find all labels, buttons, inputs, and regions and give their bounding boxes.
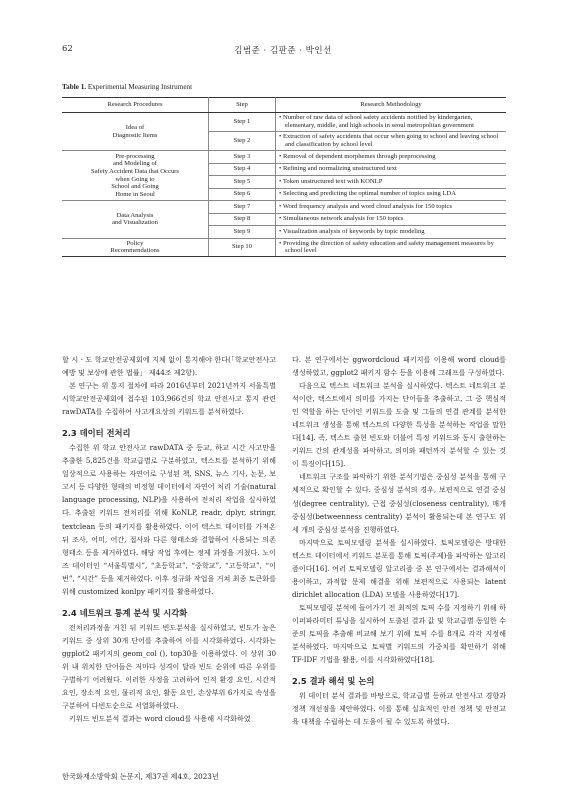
cell-research-methodology xyxy=(276,113,507,132)
methodology-text: • Providing the direction of safety education and safety management measures by school level xyxy=(279,239,494,255)
cell-step: Step 10 xyxy=(209,238,276,256)
left-column xyxy=(62,353,276,725)
paragraph: 수집한 위 학교 안전사고 rawDATA 중 등교, 하교 시간 사고만을 추출한 5,825건을 학교급별로 구분하였고, 텍스트를 분석하기 위해 일상적으로 사용하는 자연어로 구성된 책, SNS, 뉴스 기사, 논문, 보고서 등 다양한 형태의 비정형 데이터에서 자연어 처리 기술(natural language processing, NLP)을 사용하여 전처리 작업을 실시하였다. 추출된 키워드 전처리를 위해 KoNLP, readr, dplyr, stringr, textclean 등의 패키지를 활용하였다. 이어 텍스트 데이터를 가져온 뒤 조사, 어미, 어간, 접사와 다른 형태소와 결합하여 사용되는 의존 형태소 등을 제거하였다. 해당 작업 후에는 정제 과정을 거쳤다. 노이즈 데이터인 “서울특별시”, “초등학교”, “중학교”, “고등학교”, “이번”, “시간” 등을 제거하였다. 이후 정규화 작업을 거쳐 최종 토큰화를 위해 customized konlpy 패키지를 활용하였다. xyxy=(62,443,276,596)
right-column xyxy=(292,353,506,728)
methodology-text: • Removal of dependent morphemes through preprocessing xyxy=(279,152,436,160)
cell-research-methodology xyxy=(276,163,507,176)
cell-research-procedure: Data Analysis and Visualization xyxy=(62,201,209,239)
table-caption-text: Experimental Measuring Instrument xyxy=(87,83,193,91)
methodology-text: • Token unstructured text with KONLP xyxy=(279,177,383,185)
measure-table xyxy=(62,97,506,257)
cell-step: Step 1 xyxy=(209,113,276,132)
paragraph: 키워드 빈도분석 결과는 word cloud를 사용해 시각화하였 xyxy=(69,714,251,724)
header-research-methodology: Research Methodology xyxy=(276,98,507,113)
cell-research-procedure: Pre-processing and Modeling of Safety Accident Data that Occurs when Going to School and Going Home in Seoul xyxy=(62,151,209,201)
methodology-text: • Simultaneous network analysis for 150 topics xyxy=(279,215,404,223)
methodology-text: • Selecting and predicting the optimal number of topics using LDA xyxy=(279,190,457,198)
section-heading-2-5: 2.5 결과 해석 및 논의 xyxy=(292,676,375,687)
methodology-text: • Word frequency analysis and word cloud analysis for 150 topics xyxy=(279,202,453,210)
cell-step: Step 3 xyxy=(209,151,276,164)
table-header-row xyxy=(62,98,506,113)
paragraph: 다. 본 연구에서는 ggwordcloud 패키지를 이용해 word cloud를 생성하였고, ggplot2 패키지 함수 등을 이용해 그래프를 구성하였다. xyxy=(292,355,506,378)
cell-research-procedure: Policy Recommendations xyxy=(62,238,209,256)
paragraph: 네트워크 구조를 파악하기 위한 분석기법은 중심성 분석을 통해 구체적으로 확인할 수 있다. 중심성 분석의 경우, 보편적으로 연결 중심성(degree centrality), 근접 중심성(closeness centrality), 매개 중심성(betweenness centrality) 분석이 활용되는데 본 연구도 위 세 개의 중심성 분석을 진행하였다. xyxy=(292,472,506,534)
cell-step: Step 5 xyxy=(209,176,276,189)
paragraph: 마지막으로 토픽모델링 분석을 실시하였다. 토픽모델링은 방대한 텍스트 데이터에서 키워드 분포를 통해 토픽(주제)을 파악하는 알고리즘이다[16]. 여러 토픽모델링 알고리즘 중 본 연구에서는 결과해석이 용이하고, 과적합 문제 해결을 위해 보편적으로 사용되는 latent dirichlet allocation (LDA) 모델을 사용하였다[17]. xyxy=(292,537,506,599)
table-row xyxy=(62,238,506,256)
table-row xyxy=(62,113,506,132)
cell-research-methodology xyxy=(276,188,507,201)
cell-step: Step 4 xyxy=(209,163,276,176)
section-heading-2-4: 2.4 네트워크 통계 분석 및 시각화 xyxy=(62,607,188,618)
paragraph: 다음으로 텍스트 네트워크 분석을 실시하였다. 텍스트 네트워크 분석이란, 텍스트에서 의미를 가지는 단어들을 추출하고, 그 중 핵심적인 역할을 하는 단어인 키워드를 도출 및 그들의 연결 관계를 분석한 네트워크 생성을 통해 텍스트의 다양한 특성을 분석하는 작업을 말한다[14]. 즉, 텍스트 출현 빈도와 더불어 특정 키워드와 동시 출현하는 키워드 간의 관계성을 파악하고, 의미와 패턴까지 분석할 수 있는 것이 특징이다[15]. xyxy=(292,381,506,469)
methodology-text: • Refining and normalizing unstructured text xyxy=(279,165,397,173)
paragraph: 전처리과정을 거친 뒤 키워드 빈도분석을 실시하였고, 빈도가 높은 키워드 중 상위 30개 단어를 추출하여 이를 시각화하였다. 시각화는 ggplot2 패키지의 geom_col (), top30을 이용하였다. 이 상위 30위 내 위치한 단어들은 저마다 성격이 달라 빈도 순위에 따른 우위를 구별하기 어려웠다. 이러한 사정을 고려하여 인적 환경 요인, 시간적 요인, 장소적 요인, 물리적 요인, 활동 요인, 손상부위 6가지로 속성을 구분하여 다빈도순으로 서열화하였다. xyxy=(62,622,276,711)
cell-step: Step 6 xyxy=(209,188,276,201)
cell-research-methodology xyxy=(276,151,507,164)
table-caption xyxy=(62,83,192,91)
cell-research-methodology xyxy=(276,226,507,239)
header-step: Step xyxy=(209,98,276,113)
cell-step: Step 7 xyxy=(209,201,276,214)
cell-research-methodology xyxy=(276,238,507,256)
paragraph: 토픽모델링 분석에 들어가기 전 최적의 토픽 수를 지정하기 위해 하이퍼파라미터 튜닝을 실시하여 도출된 결과 값 및 학교급별 동일한 수준의 토픽을 추출해 비교해 보기 위해 토픽 수를 8개로 각각 지정해 분석하였다. 마지막으로 토픽별 키워드의 가중치를 확인하기 위해 TF-IDF 기법을 활용, 이를 시각화하였다[18]. xyxy=(292,602,506,665)
journal-footer: 한국화재소방학회 논문지, 제37권 제4호, 2023년 xyxy=(62,772,219,781)
running-head-authors: 김범준 · 김판준 · 박인선 xyxy=(234,46,332,56)
cell-research-methodology xyxy=(276,213,507,226)
cell-research-methodology xyxy=(276,201,507,214)
methodology-text: • Number of raw data of school safety accidents notified by kindergarten, elementary, middle, and high schools in seoul metropolitan government xyxy=(279,114,474,129)
table-row xyxy=(62,151,506,164)
cell-step: Step 9 xyxy=(209,226,276,239)
section-heading-2-3: 2.3 데이터 전처리 xyxy=(62,428,131,439)
page-number: 62 xyxy=(62,44,73,54)
cell-research-procedure: Idea of Diagnostic Items xyxy=(62,113,209,151)
paragraph: 위 데이터 분석 결과를 바탕으로, 학교급별 등하교 안전사고 경향과 정책 개선점을 제안하였다. 이를 통해 실효적인 안전 정책 및 안전교육 대책을 수립하는 데 도움이 될 수 있도록 하였다. xyxy=(292,691,506,727)
table-row xyxy=(62,201,506,214)
paragraph: 할 시 · 도 학교안전공제회에 지체 없이 통지해야 한다(「학교안전사고 예방 및 보상에 관한 법률」 제44조 제2항). xyxy=(62,355,276,378)
cell-research-methodology xyxy=(276,132,507,151)
cell-step: Step 2 xyxy=(209,132,276,151)
cell-research-methodology xyxy=(276,176,507,189)
cell-step: Step 8 xyxy=(209,213,276,226)
paragraph: 본 연구는 위 통지 절차에 따라 2016년부터 2021년까지 서울특별시학교안전공제회에 접수된 103,966건의 학교 안전사고 통지 관련 rawDATA를 수집하여 사고개요상의 키워드를 분석하였다. xyxy=(62,381,276,417)
methodology-text: • Extraction of safety accidents that occur when going to school and leaving school and classification by school level xyxy=(279,133,499,148)
header-research-procedures: Research Procedures xyxy=(62,98,209,113)
methodology-text: • Visualization analysis of keywords by topic modeling xyxy=(279,227,425,235)
table-label: Table 1. xyxy=(62,83,87,91)
